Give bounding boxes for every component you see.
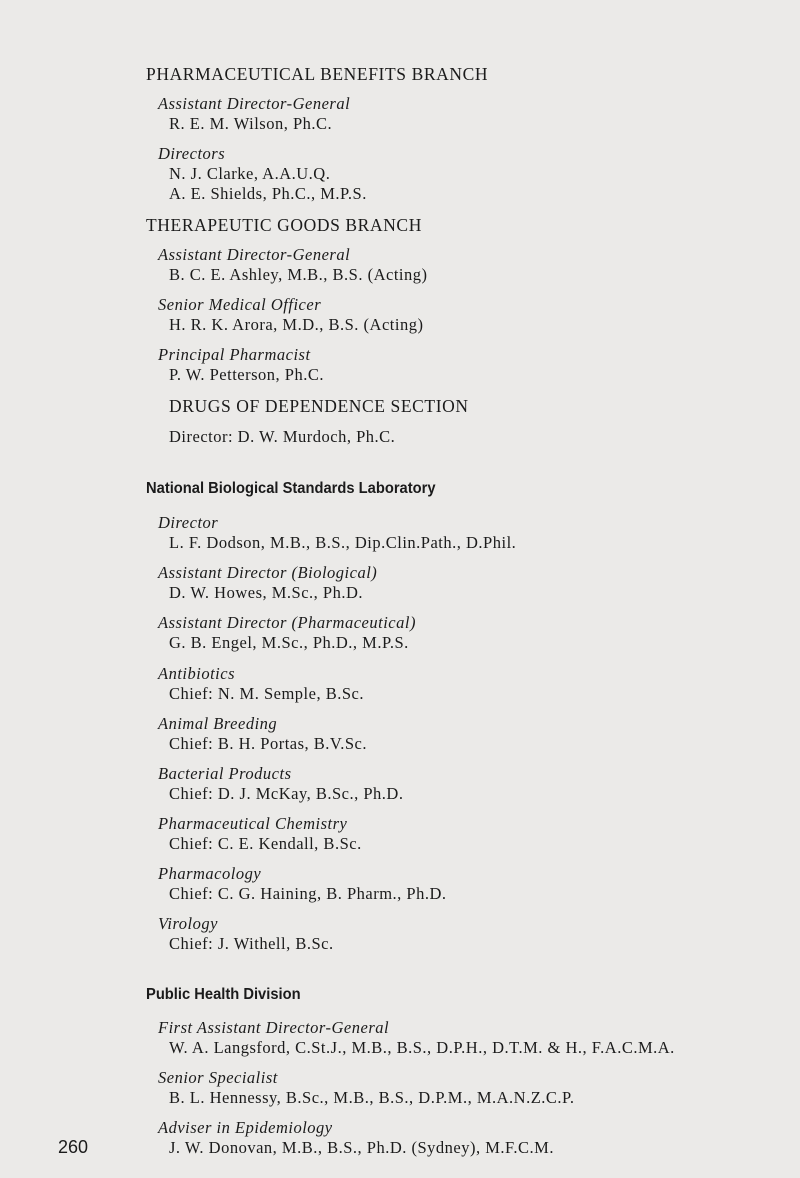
drugs-director: Director: D. W. Murdoch, Ph.C. [169, 427, 396, 446]
therapeutic-role-smo: Senior Medical Officer [158, 295, 322, 314]
therapeutic-role-pp: Principal Pharmacist [158, 345, 311, 364]
nbsl-name-engel: G. B. Engel, M.Sc., Ph.D., M.P.S. [169, 633, 409, 652]
ph-role-fadg: First Assistant Director-General [158, 1018, 390, 1037]
nbsl-name-haining: Chief: C. G. Haining, B. Pharm., Ph.D. [169, 884, 447, 903]
pharma-name-wilson: R. E. M. Wilson, Ph.C. [169, 114, 333, 133]
pharma-role-directors: Directors [158, 144, 226, 163]
nbsl-role-bacterial: Bacterial Products [158, 764, 292, 783]
therapeutic-role-adg: Assistant Director-General [158, 245, 351, 264]
drugs-heading: DRUGS OF DEPENDENCE SECTION [169, 396, 469, 416]
nbsl-name-portas: Chief: B. H. Portas, B.V.Sc. [169, 734, 367, 753]
nbsl-role-animal: Animal Breeding [158, 714, 278, 733]
ph-name-langsford: W. A. Langsford, C.St.J., M.B., B.S., D.P.H., D.T.M. & H., F.A.C.M.A. [169, 1038, 675, 1057]
nbsl-role-virology: Virology [158, 914, 218, 933]
ph-name-hennessy: B. L. Hennessy, B.Sc., M.B., B.S., D.P.M., M.A.N.Z.C.P. [169, 1088, 575, 1107]
publichealth-heading: Public Health Division [146, 986, 301, 1003]
therapeutic-heading: THERAPEUTIC GOODS BRANCH [146, 215, 422, 235]
ph-role-specialist: Senior Specialist [158, 1068, 278, 1087]
nbsl-role-pharmacology: Pharmacology [158, 864, 262, 883]
nbsl-name-howes: D. W. Howes, M.Sc., Ph.D. [169, 583, 364, 602]
nbsl-name-kendall: Chief: C. E. Kendall, B.Sc. [169, 834, 362, 853]
nbsl-name-dodson: L. F. Dodson, M.B., B.S., Dip.Clin.Path., D.Phil. [169, 533, 517, 552]
therapeutic-name-arora: H. R. K. Arora, M.D., B.S. (Acting) [169, 315, 424, 334]
pharma-heading: PHARMACEUTICAL BENEFITS BRANCH [146, 64, 489, 84]
pharma-name-shields: A. E. Shields, Ph.C., M.P.S. [169, 184, 367, 203]
nbsl-role-pharmchem: Pharmaceutical Chemistry [158, 814, 348, 833]
therapeutic-name-petterson: P. W. Petterson, Ph.C. [169, 365, 324, 384]
ph-role-epidemiology: Adviser in Epidemiology [158, 1118, 333, 1137]
nbsl-name-semple: Chief: N. M. Semple, B.Sc. [169, 684, 364, 703]
nbsl-role-ad-pharm: Assistant Director (Pharmaceutical) [158, 613, 416, 632]
nbsl-name-mckay: Chief: D. J. McKay, B.Sc., Ph.D. [169, 784, 404, 803]
pharma-name-clarke: N. J. Clarke, A.A.U.Q. [169, 164, 331, 183]
nbsl-role-ad-bio: Assistant Director (Biological) [158, 563, 378, 582]
nbsl-name-withell: Chief: J. Withell, B.Sc. [169, 934, 334, 953]
page-number: 260 [58, 1137, 89, 1157]
therapeutic-name-ashley: B. C. E. Ashley, M.B., B.S. (Acting) [169, 265, 428, 284]
nbsl-heading: National Biological Standards Laboratory [146, 480, 436, 497]
nbsl-role-director: Director [158, 513, 219, 532]
pharma-role-adg: Assistant Director-General [158, 94, 351, 113]
ph-name-donovan: J. W. Donovan, M.B., B.S., Ph.D. (Sydney), M.F.C.M. [169, 1138, 554, 1157]
nbsl-role-antibiotics: Antibiotics [158, 664, 235, 683]
